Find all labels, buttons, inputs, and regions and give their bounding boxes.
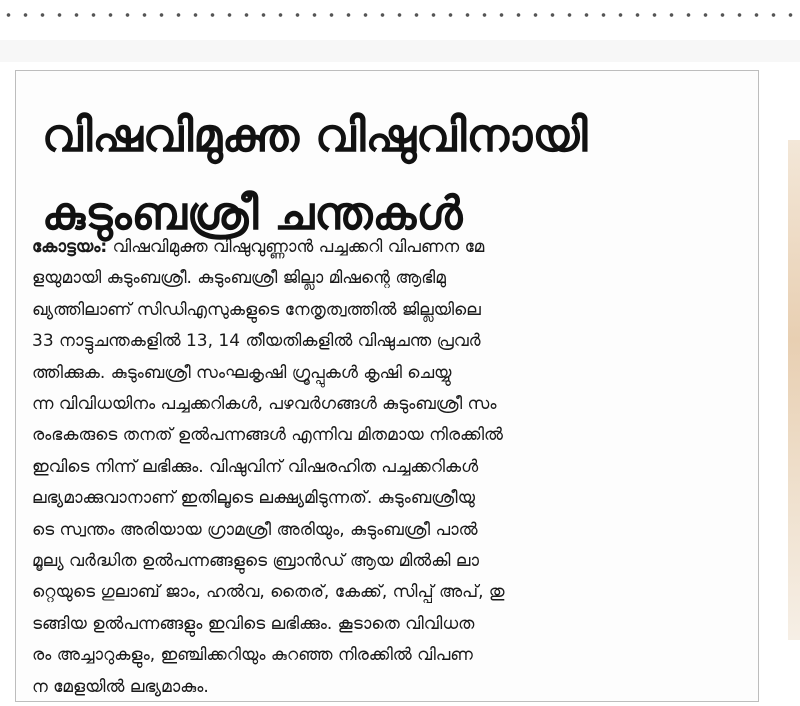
dateline: കോട്ടയം:	[32, 237, 108, 257]
body-line: രംഭകരുടെ തനത് ഉൽപന്നങ്ങൾ എന്നിവ മിതമായ നിരക്കിൽ	[32, 425, 503, 446]
headline-line-2: കുടുംബശ്രീ ചന്തകൾ	[42, 186, 463, 240]
body-line: ന്ന വിവിധയിനം പച്ചക്കറികൾ, പഴവർഗങ്ങൾ കുടുംബശ്രീ സം	[32, 394, 497, 415]
body-line: റ്റെയുടെ ഗുലാബ് ജാം, ഹൽവ, തൈര്, കേക്ക്, സിപ്പ് അപ്, തു	[32, 582, 505, 603]
body-line: 33 നാട്ടുചന്തകളിൽ 13, 14 തീയതികളിൽ വിഷുചന്ത പ്രവർ	[32, 331, 481, 352]
body-line: ത്തിക്കുക. കുടുംബശ്രീ സംഘകൃഷി ഗ്രൂപ്പുകൾ കൃഷി ചെയ്യു	[32, 362, 452, 383]
page-background-band	[0, 40, 800, 62]
body-line: വിഷവിമുക്ത വിഷുവുണ്ണാൻ പച്ചക്കറി വിപണന മേ	[107, 237, 485, 257]
article-headline	[42, 96, 742, 252]
dotted-separator	[0, 10, 800, 20]
body-line: ലഭ്യമാക്കുവാനാണ് ഇതിലൂടെ ലക്ഷ്യമിടുന്നത്. കുടുംബശ്രീയു	[32, 488, 475, 509]
headline-line-1: വിഷവിമുക്ത വിഷുവിനായി	[42, 108, 588, 162]
body-line: രം അച്ചാറുകളും, ഇഞ്ചിക്കറിയും കുറഞ്ഞ നിരക്കിൽ വിപണ	[32, 645, 473, 666]
body-line: ളയുമായി കുടുംബശ്രീ. കുടുംബശ്രീ ജില്ലാ മിഷന്റെ ആഭിമു	[32, 268, 446, 289]
adjacent-photo-edge	[788, 140, 800, 640]
body-line: ടങ്ങിയ ഉൽപന്നങ്ങളും ഇവിടെ ലഭിക്കും. കൂടാതെ വിവിധത	[32, 613, 475, 634]
body-line: ഖ്യത്തിലാണ് സിഡിഎസുകളുടെ നേതൃത്വത്തിൽ ജില്ലയിലെ	[32, 299, 481, 320]
body-line: മൂല്യ വർദ്ധിത ഉൽപന്നങ്ങളുടെ ബ്രാൻഡ് ആയ മിൽകി ലാ	[32, 551, 480, 572]
body-line: ഇവിടെ നിന്ന് ലഭിക്കും. വിഷുവിന് വിഷരഹിത പച്ചക്കറികൾ	[32, 456, 479, 477]
article-body	[32, 232, 747, 703]
body-line: ടെ സ്വന്തം അരിയായ ഗ്രാമശ്രീ അരിയും, കുടുംബശ്രീ പാൽ	[32, 519, 478, 540]
body-line: ന മേളയിൽ ലഭ്യമാകും.	[32, 676, 209, 697]
